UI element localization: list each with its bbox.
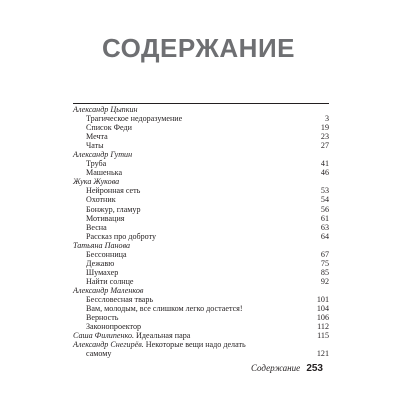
page-number: 253 bbox=[306, 363, 323, 374]
toc-page-number: 106 bbox=[316, 313, 329, 323]
toc-entry-title: Список Феди bbox=[86, 123, 132, 133]
toc-author-name: Саша Филипенко. bbox=[73, 331, 135, 341]
toc-page-number: 104 bbox=[316, 304, 329, 314]
toc-entry-title: Чаты bbox=[86, 141, 104, 151]
toc-entry bbox=[73, 250, 329, 259]
toc-author-name: Татьяна Панова bbox=[73, 240, 131, 250]
toc-entry bbox=[73, 132, 329, 141]
toc-entry-title: Идеальная пара bbox=[136, 331, 191, 341]
toc-page-number: 64 bbox=[320, 231, 329, 241]
toc-entry-title: Трагическое недоразумение bbox=[86, 114, 183, 124]
toc-page-number: 3 bbox=[324, 114, 329, 124]
toc-entry-title: Мечта bbox=[86, 132, 108, 142]
page-title: СОДЕРЖАНИЕ bbox=[102, 33, 295, 63]
toc-author bbox=[73, 241, 329, 250]
toc-page-number: 46 bbox=[320, 168, 329, 178]
toc-entry bbox=[73, 223, 329, 232]
toc-entry-title: Найти солнце bbox=[86, 276, 134, 286]
toc-entry bbox=[73, 259, 329, 268]
running-head: Содержание bbox=[250, 363, 301, 373]
toc-entry-title: Бессловесная тварь bbox=[86, 294, 154, 304]
toc-page-number: 54 bbox=[320, 195, 329, 205]
toc-entry bbox=[73, 114, 329, 123]
toc-entry bbox=[73, 313, 329, 322]
toc-entry-title: Бессонница bbox=[86, 249, 127, 259]
toc-page-number: 121 bbox=[316, 349, 329, 359]
toc-entry bbox=[73, 304, 329, 313]
toc-entry bbox=[73, 205, 329, 214]
toc-author bbox=[73, 150, 329, 159]
toc-page-number: 75 bbox=[320, 258, 329, 268]
toc-entry-title: самому bbox=[86, 349, 112, 359]
toc-author-entry bbox=[73, 331, 329, 340]
toc-entry-title: Законопроектор bbox=[86, 322, 142, 332]
toc-entry-title: Некоторые вещи надо делать bbox=[145, 340, 246, 350]
toc-author-name: Александр Гутин bbox=[73, 150, 133, 160]
toc-entry-title: Верность bbox=[86, 313, 119, 323]
toc-entry bbox=[73, 186, 329, 195]
toc-entry-title: Рассказ про доброту bbox=[86, 231, 157, 241]
toc-page-number: 101 bbox=[316, 294, 329, 304]
toc-page-number: 85 bbox=[320, 267, 329, 277]
toc-page-number: 27 bbox=[320, 141, 329, 151]
toc-author-name: Александр Снегирёв. bbox=[73, 340, 144, 350]
toc-page-number: 53 bbox=[320, 186, 329, 196]
toc-entry bbox=[73, 123, 329, 132]
toc-entry bbox=[73, 214, 329, 223]
toc-page-number: 115 bbox=[317, 331, 329, 341]
toc-entry-continuation bbox=[73, 349, 329, 358]
toc-entry-title: Дежавю bbox=[86, 258, 115, 268]
toc-author bbox=[73, 105, 329, 114]
toc-entry-title: Шумахер bbox=[86, 267, 119, 277]
toc-author bbox=[73, 286, 329, 295]
toc-page-number: 61 bbox=[320, 213, 329, 223]
toc-entry bbox=[73, 232, 329, 241]
toc-entry bbox=[73, 159, 329, 168]
toc-page-number: 112 bbox=[317, 322, 329, 332]
toc-entry bbox=[73, 295, 329, 304]
toc-page-number: 56 bbox=[320, 204, 329, 214]
toc-author-name: Александр Маленков bbox=[73, 285, 144, 295]
toc-author-name: Александр Цыпкин bbox=[73, 105, 138, 114]
toc-page-number: 23 bbox=[320, 132, 329, 142]
toc-entry bbox=[73, 322, 329, 331]
table-of-contents bbox=[73, 103, 329, 358]
toc-entry-title: Весна bbox=[86, 222, 107, 232]
toc-page-number: 63 bbox=[320, 222, 329, 232]
book-page bbox=[56, 0, 341, 400]
toc-entry-title: Бонжур, гламур bbox=[86, 204, 141, 214]
toc-entry-title: Мотивация bbox=[86, 213, 125, 223]
page-footer bbox=[251, 362, 323, 375]
toc-page-number: 19 bbox=[320, 123, 329, 133]
toc-entry bbox=[73, 195, 329, 204]
toc-author-entry bbox=[73, 340, 329, 349]
toc-author bbox=[73, 177, 329, 186]
toc-page-number: 67 bbox=[320, 249, 329, 259]
toc-entry bbox=[73, 141, 329, 150]
toc-page-number: 41 bbox=[320, 159, 329, 169]
toc-entry-title: Машенька bbox=[86, 168, 123, 178]
toc-entry-title: Охотник bbox=[86, 195, 116, 205]
toc-entry-title: Труба bbox=[86, 159, 107, 169]
toc-entry bbox=[73, 277, 329, 286]
toc-author-name: Жука Жукова bbox=[73, 177, 120, 187]
toc-page-number: 92 bbox=[320, 276, 329, 286]
toc-entry-title: Вам, молодым, все слишком легко достается! bbox=[86, 304, 243, 314]
toc-entry bbox=[73, 268, 329, 277]
toc-entry bbox=[73, 168, 329, 177]
toc-entry-title: Нейронная сеть bbox=[86, 186, 141, 196]
